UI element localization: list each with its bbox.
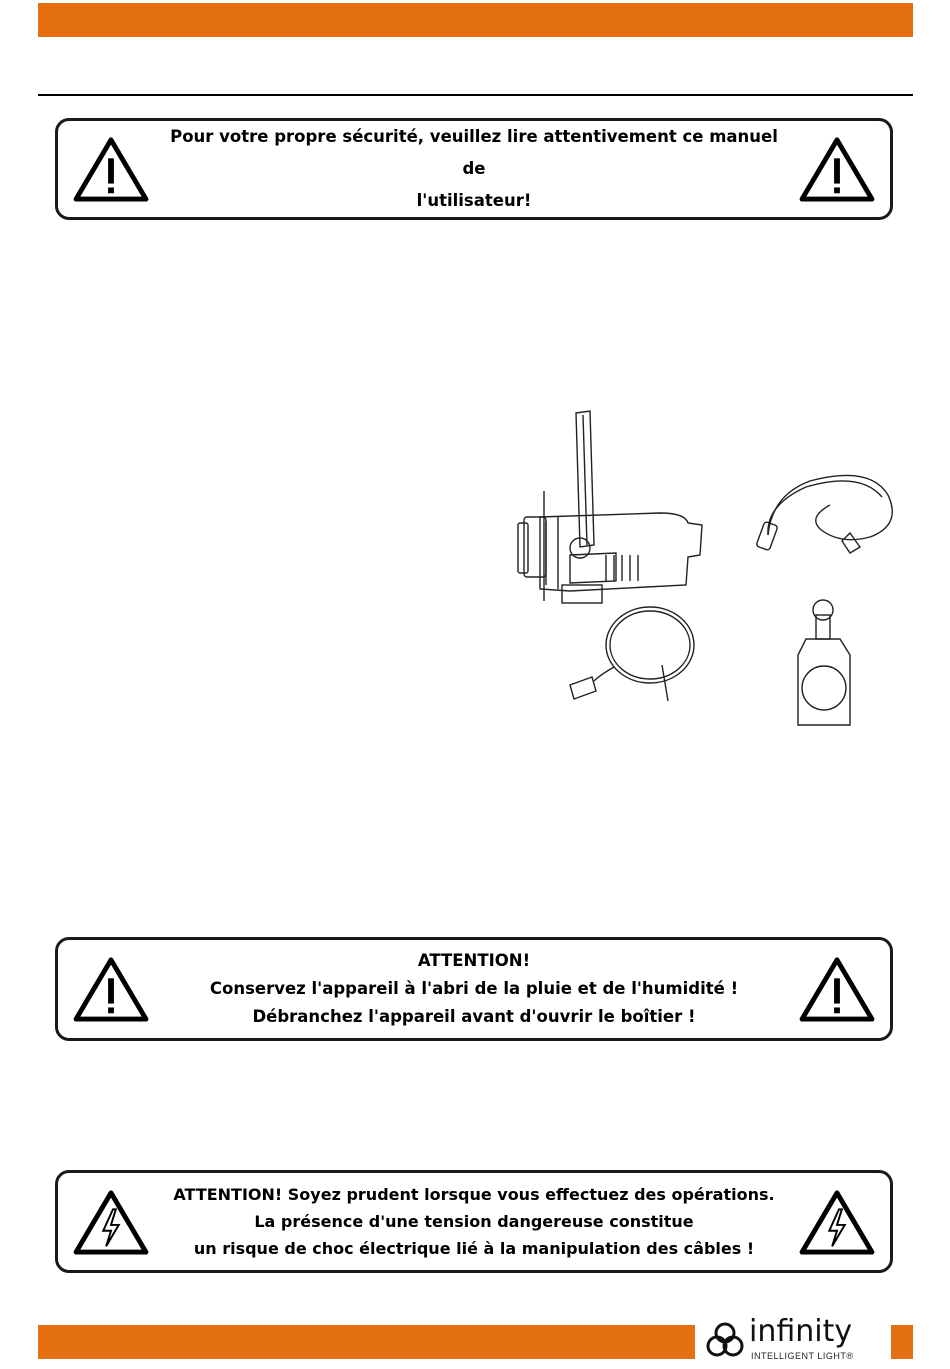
warning-line: un risque de choc électrique lié à la manipulation des câbles ! [193, 1239, 755, 1258]
product-contents-figure [510, 405, 910, 735]
warning-line: La présence d'une tension dangereuse constitue [254, 1212, 694, 1231]
exclamation-warning-icon [72, 135, 150, 203]
logo-tagline: INTELLIGENT LIGHT® [751, 1351, 854, 1361]
header-rule [38, 94, 913, 96]
warning-line: Pour votre propre sécurité, veuillez lire attentivement ce manuel de [170, 127, 778, 178]
footer-bar-end [891, 1325, 913, 1359]
warning-line: ATTENTION! [417, 951, 531, 970]
electric-warning-box [55, 1170, 893, 1273]
humidity-warning-text [168, 940, 780, 1038]
footer-bar [38, 1325, 695, 1359]
electric-warning-text [168, 1173, 780, 1270]
exclamation-warning-icon [72, 955, 150, 1023]
lightning-warning-icon [72, 1188, 150, 1256]
power-cable [756, 475, 892, 553]
exclamation-warning-icon [798, 135, 876, 203]
warning-line: Conservez l'appareil à l'abri de la pluie et de l'humidité ! [209, 979, 739, 998]
lightning-warning-icon [798, 1188, 876, 1256]
warning-line: l'utilisateur! [416, 191, 532, 210]
safety-warning-text [168, 121, 780, 217]
warning-line: Débranchez l'appareil avant d'ouvrir le boîtier ! [252, 1007, 696, 1026]
humidity-warning-box [55, 937, 893, 1041]
safety-cable [570, 607, 694, 701]
exclamation-warning-icon [798, 955, 876, 1023]
warning-line: ATTENTION! Soyez prudent lorsque vous effectuez des opérations. [173, 1185, 775, 1204]
trinity-knot-icon [705, 1320, 745, 1360]
safety-warning-box [55, 118, 893, 220]
gobo-holder [798, 600, 850, 725]
logo-wordmark: infinity [749, 1314, 853, 1349]
header-bar [38, 3, 913, 37]
brand-logo [703, 1314, 888, 1364]
spotlight-fixture [518, 411, 702, 603]
